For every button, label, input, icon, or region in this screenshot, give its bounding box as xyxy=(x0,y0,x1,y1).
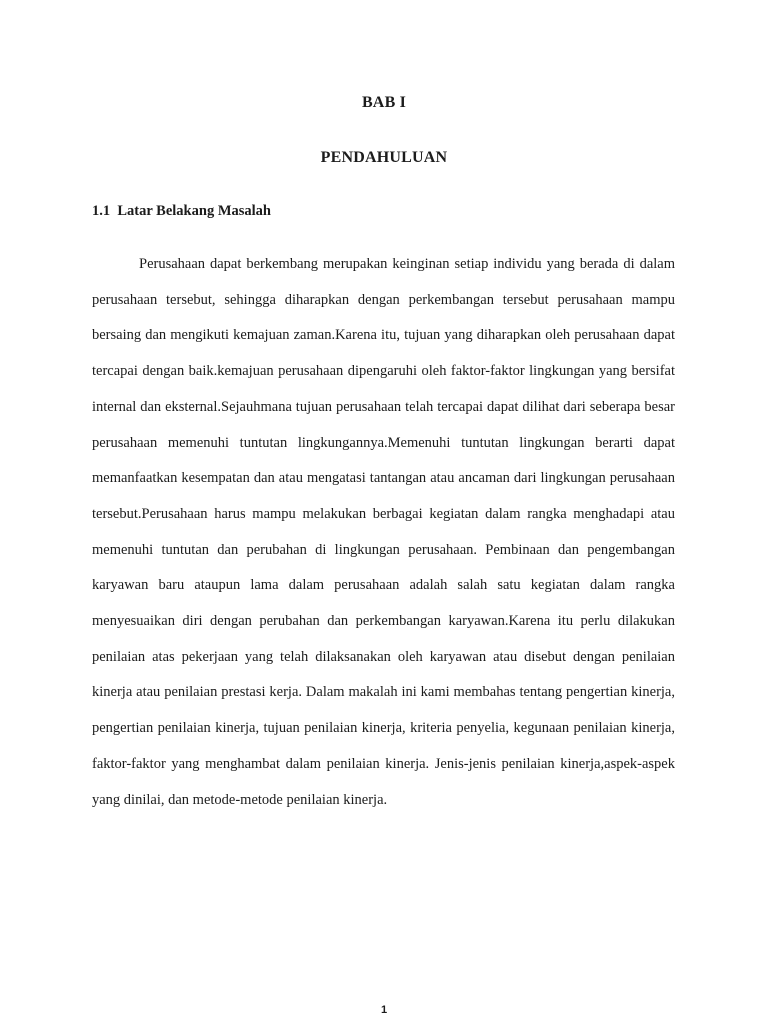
chapter-title: PENDAHULUAN xyxy=(320,149,448,166)
page-number: 1 xyxy=(380,1004,388,1016)
section-heading: 1.1 Latar Belakang Masalah xyxy=(92,203,271,219)
body-paragraph: Perusahaan dapat berkembang merupakan keinginan setiap individu yang berada di dalam perusahaan tersebut, sehingga diharapkan dengan perkembangan tersebut perusahaan mampu bersaing dan mengikuti kemajuan zaman.Karena itu, tujuan yang diharapkan oleh perusahaan dapat tercapai dengan baik.kemajuan perusahaan dipengaruhi oleh faktor-faktor lingkungan yang bersifat internal dan eksternal.Sejauhmana tujuan perusahaan telah tercapai dapat dilihat dari seberapa besar perusahaan memenuhi tuntutan lingkungannya.Memenuhi tuntutan lingkungan berarti dapat memanfaatkan kesempatan dan atau mengatasi tantangan atau ancaman dari lingkungan perusahaan tersebut.Perusahaan harus mampu melakukan berbagai kegiatan dalam rangka menghadapi atau memenuhi tuntutan dan perubahan di lingkungan perusahaan. Pembinaan dan pengembangan karyawan baru ataupun lama dalam perusahaan adalah salah satu kegiatan dalam rangka menyesuaikan diri dengan perubahan dan perkembangan karyawan.Karena itu perlu dilakukan penilaian atas pekerjaan yang telah dilaksanakan oleh karyawan atau disebut dengan penilaian kinerja atau penilaian prestasi kerja. Dalam makalah ini kami membahas tentang pengertian kinerja, pengertian penilaian kinerja, tujuan penilaian kinerja, kriteria penyelia, kegunaan penilaian kinerja, faktor-faktor yang menghambat dalam penilaian kinerja. Jenis-jenis penilaian kinerja,aspek-aspek yang dinilai, dan metode-metode penilaian kinerja. xyxy=(92,256,675,808)
chapter-label: BAB I xyxy=(361,94,407,111)
